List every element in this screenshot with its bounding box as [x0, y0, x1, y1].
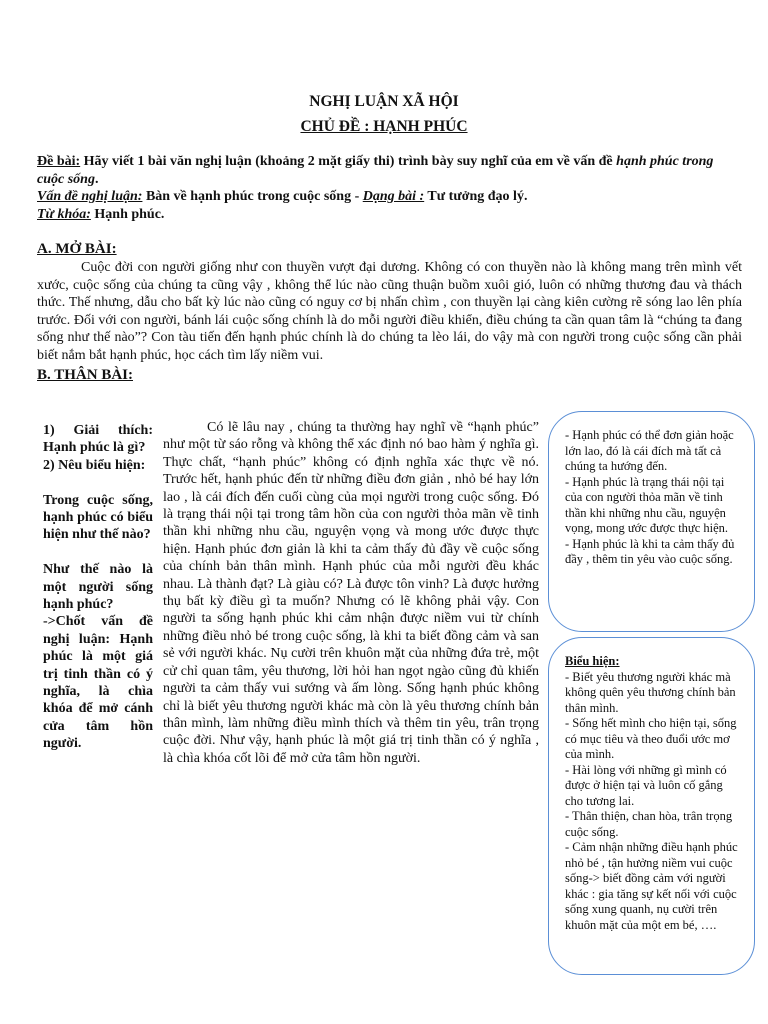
definition-note-box: [548, 411, 755, 632]
than-bai-heading: B. THÂN BÀI:: [37, 367, 133, 383]
van-de-text: Bàn về hạnh phúc trong cuộc sống -: [142, 189, 363, 204]
note-item: - Hạnh phúc có thể đơn giản hoặc lớn lao, đó là cái đích mà tất cả chúng ta hướng đến.: [565, 428, 734, 473]
mo-bai-paragraph: Cuộc đời con người giống như con thuyền vượt đại dương. Không có con thuyền nào là không mang trên mình vết xước, cuộc sống của chúng ta cũng vậy , không thể lúc nào cũng thuận buồm xuôi gió, luôn có những thương đau và thách thức. Thế nhưng, dẫu cho bất kỳ lúc nào cũng có nguy cơ bị nhấn chìm , con thuyền lại càng kiên cường rẽ sóng lao lên phía trước. Đối với con người, bánh lái cuộc sống chính là do mỗi người điều khiển, điều chúng ta cần quan tâm là “chúng ta đang sống như thế nào”? Con tàu tiến đến hạnh phúc chính là do chúng ta lèo lái, do vậy mà con người trong cuộc sống cần phải biết nắm bắt hạnh phúc, học cách tìm lấy niềm vui.: [37, 260, 742, 363]
tu-khoa-text: Hạnh phúc.: [90, 207, 165, 222]
page-title: NGHỊ LUẬN XÃ HỘI: [309, 93, 459, 110]
van-de-label: Vấn đề nghị luận:: [37, 189, 143, 204]
outline-chot-van-de: ->Chốt vấn đề nghị luận: Hạnh phúc là một giá trị tinh thần có ý nghĩa, là chìa khóa để mở cánh cửa tâm hồn người.: [43, 614, 153, 752]
outline-question-bieu-hien: Trong cuộc sống, hạnh phúc có biểu hiện như thế nào?: [43, 492, 153, 543]
dang-bai-label: Dạng bài :: [362, 189, 425, 204]
bieu-hien-note-box: [548, 637, 755, 975]
dang-bai-text: Tư tưởng đạo lý.: [424, 189, 528, 204]
tu-khoa-label: Từ khóa:: [37, 207, 91, 222]
van-de-nghi-luan: [37, 188, 742, 206]
note-item: - Thân thiện, chan hòa, trân trọng cuộc sống.: [565, 809, 733, 839]
note-item: - Hạnh phúc là khi ta cảm thấy đủ đầy , thêm tin yêu vào cuộc sống.: [565, 536, 735, 566]
de-bai-text: Hãy viết 1 bài văn nghị luận (khoảng 2 mặt giấy thi) trình bày suy nghĩ của em về vấn đề: [80, 154, 617, 169]
bieu-hien-heading: Biểu hiện:: [565, 654, 620, 668]
note-item: - Cảm nhận những điều hạnh phúc nhỏ bé , tận hưởng niềm vui cuộc sống-> biết đồng cảm với người khác : gia tăng sự kết nối với cuộc sống xung quanh, nụ cười trên khuôn mặt của một em bé, ….: [565, 840, 738, 932]
note-item: - Hạnh phúc là trạng thái nội tại của con người thỏa mãn về tinh thần khi những nhu cầu, nguyện vọng, mong ước được thực hiện.: [565, 474, 729, 535]
outline-nen-bieu-hien: 2) Nêu biểu hiện:: [43, 457, 146, 473]
de-bai-emphasis: hạnh phúc trong cuộc sống: [37, 154, 714, 187]
outline-question-song-hanh-phuc: Như thế nào là một người sống hạnh phúc?: [43, 562, 153, 613]
tu-khoa: [37, 206, 742, 224]
outline-column: [43, 422, 153, 753]
de-bai: Đề bài: Hãy viết 1 bài văn nghị luận (khoảng 2 mặt giấy thi) trình bày suy nghĩ của em về vấn đề hạnh phúc trong cuộc sống.: [37, 154, 714, 187]
note-item: - Biết yêu thương người khác mà không quên yêu thương chính bản thân mình.: [565, 669, 736, 715]
outline-giai-thich: 1) Giải thích: Hạnh phúc là gì?: [43, 423, 153, 456]
note-item: - Hài lòng với những gì mình có được ở hiện tại và luôn cố gắng cho tương lai.: [565, 762, 727, 808]
note-item: - Sống hết mình cho hiện tại, sống có mục tiêu và theo đuổi ước mơ của mình.: [565, 716, 737, 761]
mo-bai-heading: A. MỞ BÀI:: [37, 241, 117, 257]
page-subtitle: CHỦ ĐỀ : HẠNH PHÚC: [300, 118, 468, 135]
than-bai-paragraph: Có lẽ lâu nay , chúng ta thường hay nghĩ về “hạnh phúc” như một từ sáo rỗng và không thể xác định nó bao hàm ý nghĩa gì. Thực chất, “hạnh phúc” không có định nghĩa xác thực về nó. Trước hết, hạnh phúc đến từ những điều đơn giản , nhỏ bé hay lớn lao , là cái đích đến cuối cùng của mọi người trong cuộc sống. Đó là trạng thái nội tại trong tâm hồn của con người thỏa mãn về tinh thần khi những nhu cầu, nguyện vọng và mong ước được thực hiện. Hạnh phúc đơn giản là khi ta cảm thấy đủ đầy về cuộc sống của chính bản thân mình. Hạnh phúc của mỗi người đều khác nhau. Là thành đạt? Là giàu có? Là được tôn vinh? Là được hưởng thụ bất kỳ điều gì ta muốn? Nhưng có lẽ không phải vậy. Con người ta sống hạnh phúc khi cảm nhận được niềm vui từ chính những điều nhỏ bé trong cuộc sống, là khi ta biết đồng cảm và san sẻ với người khác. Nụ cười trên khuôn mặt của những đứa trẻ, một cử chỉ quan tâm, yêu thương, lời hỏi han ngọt ngào cũng đủ khiến người ta cảm thấy vui sướng và ấm lòng. Sống hạnh phúc không chỉ là biết yêu thương người khác mà còn là yêu thương chính bản thân mình, làm những điều mình thích và thêm tin yêu, trân trọng cuộc đời. Như vậy, hạnh phúc là một giá trị tinh thần có ý nghĩa , là chìa khóa cốt lõi để mở cửa tâm hồn người.: [163, 420, 539, 766]
de-bai-label: Đề bài:: [37, 154, 81, 169]
